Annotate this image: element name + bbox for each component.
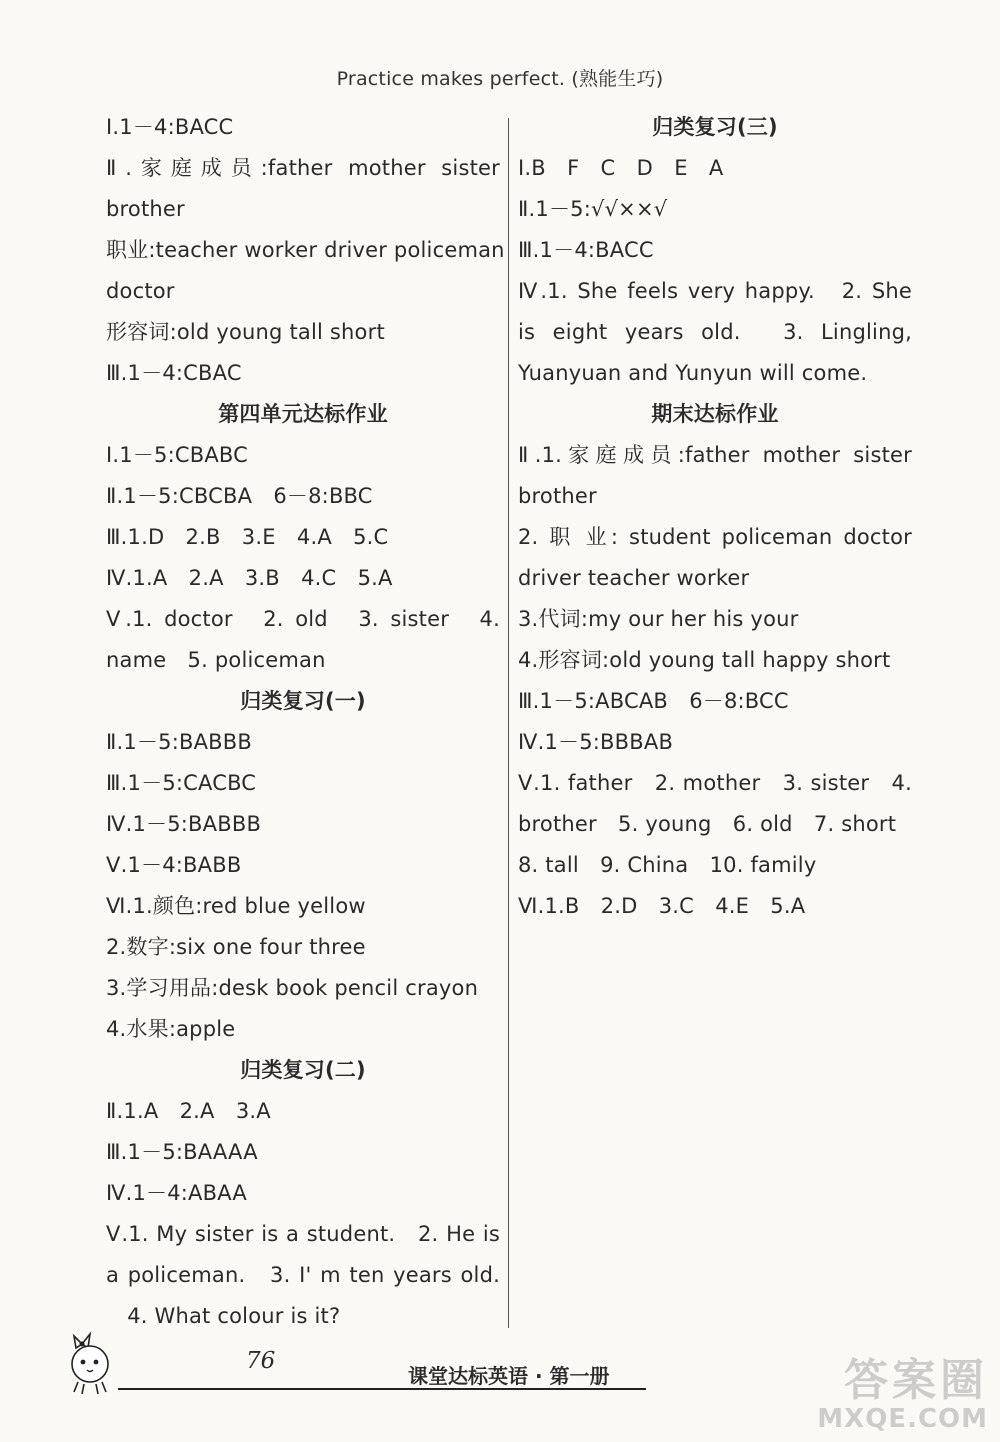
answer-line: Ⅵ.1.B 2.D 3.C 4.E 5.A bbox=[518, 894, 806, 918]
answer-line: Ⅲ.1.D 2.B 3.E 4.A 5.C bbox=[106, 525, 389, 549]
answer-line: Ⅴ.1. doctor 2. old 3. sister 4. bbox=[106, 607, 500, 631]
answer-line: Ⅳ.1－5:BBBAB bbox=[518, 730, 674, 754]
answer-line: Ⅳ.1. She feels very happy. 2. She bbox=[518, 279, 912, 303]
cartoon-girl-icon bbox=[60, 1326, 130, 1396]
page-header: Practice makes perfect. (熟能生巧) bbox=[336, 68, 664, 90]
page-number: 76 bbox=[246, 1348, 276, 1374]
answer-line: Ⅱ.1－5:CBCBA 6－8:BBC bbox=[106, 484, 373, 508]
answer-line: 4.形容词:old young tall happy short bbox=[518, 648, 891, 672]
book-title: 课堂达标英语 · 第一册 bbox=[408, 1364, 610, 1388]
column-divider bbox=[508, 118, 509, 1328]
section-heading: 归类复习(一) bbox=[240, 689, 366, 713]
answer-line: brother bbox=[518, 484, 597, 508]
answer-line: Ⅲ.1－4:BACC bbox=[518, 238, 654, 262]
answer-line: Ⅴ.1－4:BABB bbox=[106, 853, 242, 877]
answer-line: Ⅳ.1－5:BABBB bbox=[106, 812, 262, 836]
watermark bbox=[817, 1344, 988, 1434]
answer-line: brother 5. young 6. old 7. short bbox=[518, 812, 897, 836]
footer-rule bbox=[118, 1388, 646, 1390]
answer-line: Ⅱ.1－5:BABBB bbox=[106, 730, 253, 754]
answer-line: Ⅵ.1.颜色:red blue yellow bbox=[106, 894, 366, 918]
answer-line: Ⅳ.1－4:ABAA bbox=[106, 1181, 247, 1205]
section-heading: 归类复习(二) bbox=[240, 1058, 366, 1082]
section-heading: 第四单元达标作业 bbox=[218, 402, 388, 426]
answer-line: Ⅰ.1－5:CBABC bbox=[106, 443, 249, 467]
answer-line: brother bbox=[106, 197, 185, 221]
answer-line: 2.数字:six one four three bbox=[106, 935, 366, 959]
answer-line: Yuanyuan and Yunyun will come. bbox=[518, 361, 868, 385]
right-column bbox=[518, 107, 912, 927]
answer-line: 3.代词:my our her his your bbox=[518, 607, 799, 631]
answer-line: Ⅳ.1.A 2.A 3.B 4.C 5.A bbox=[106, 566, 393, 590]
answer-line: 职业:teacher worker driver policeman bbox=[106, 238, 505, 262]
answer-line: 8. tall 9. China 10. family bbox=[518, 853, 817, 877]
answer-line: Ⅲ.1－5:CACBC bbox=[106, 771, 257, 795]
answer-line: 4.水果:apple bbox=[106, 1017, 236, 1041]
answer-line: Ⅲ.1－5:BAAAA bbox=[106, 1140, 258, 1164]
answer-line: Ⅴ.1. My sister is a student. 2. He is bbox=[106, 1222, 500, 1246]
answer-line: Ⅰ.1－4:BACC bbox=[106, 115, 234, 139]
answer-line: a policeman. 3. I' m ten years old. bbox=[106, 1263, 500, 1287]
watermark-logo-text: 答案圈 bbox=[844, 1355, 988, 1406]
answer-line: driver teacher worker bbox=[518, 566, 750, 590]
answer-line: 形容词:old young tall short bbox=[106, 320, 385, 344]
answer-line: Ⅱ.1.家庭成员:father mother sister bbox=[518, 443, 912, 467]
section-heading: 归类复习(三) bbox=[652, 115, 778, 139]
left-column bbox=[106, 107, 505, 1337]
answer-line: is eight years old. 3. Lingling, bbox=[518, 320, 912, 344]
answer-line: 4. What colour is it? bbox=[106, 1304, 341, 1328]
answer-line: Ⅲ.1－5:ABCAB 6－8:BCC bbox=[518, 689, 789, 713]
answer-line: name 5. policeman bbox=[106, 648, 326, 672]
answer-line: Ⅱ.1.A 2.A 3.A bbox=[106, 1099, 271, 1123]
answer-line: 3.学习用品:desk book pencil crayon bbox=[106, 976, 479, 1000]
answer-line: doctor bbox=[106, 279, 175, 303]
section-heading: 期末达标作业 bbox=[651, 402, 779, 426]
answer-line: 2. 职 业: student policeman doctor bbox=[518, 525, 912, 549]
answer-line: Ⅰ.B F C D E A bbox=[518, 156, 724, 180]
answer-line: Ⅱ.1－5:√√××√ bbox=[518, 197, 668, 221]
answer-line: Ⅴ.1. father 2. mother 3. sister 4. bbox=[518, 771, 912, 795]
watermark-url: MXQE.COM bbox=[817, 1404, 988, 1434]
answer-line: Ⅲ.1－4:CBAC bbox=[106, 361, 242, 385]
answer-line: Ⅱ.家庭成员:father mother sister bbox=[106, 156, 500, 180]
